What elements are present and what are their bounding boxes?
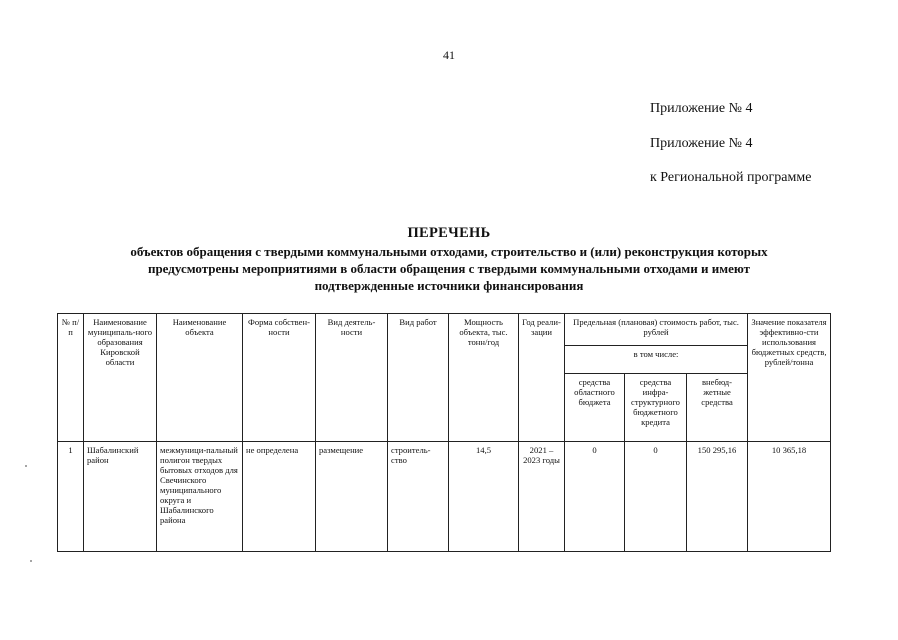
appendix-label-repeat: Приложение № 4 [650, 136, 753, 151]
table-row [58, 442, 831, 552]
document-subtitle-line-2: предусмотрены мероприятиями в области обращения с твердыми коммунальными отходами и имеют [147, 261, 751, 276]
cell-works: строитель-ство [388, 442, 449, 552]
cell-extrabudget: 150 295,16 [687, 442, 748, 552]
cell-activity: размещение [316, 442, 388, 552]
header-cost: Предельная (плановая) стоимость работ, тыс. рублей [565, 314, 748, 346]
header-year: Год реали-зации [519, 314, 565, 442]
cell-year: 2021 – 2023 годы [519, 442, 565, 552]
cell-efficiency: 10 365,18 [748, 442, 831, 552]
table-header-row [58, 314, 831, 346]
cell-num: 1 [58, 442, 84, 552]
header-extrabudget: внебюд-жетные средства [687, 374, 748, 442]
header-including: в том числе: [565, 346, 748, 374]
cell-municipality: Шабалинский район [84, 442, 157, 552]
objects-table [57, 313, 831, 552]
cell-object: межмуници-пальный полигон твердых бытовых отходов для Свечинского муниципального округа и Шабалинского района [157, 442, 243, 552]
header-ownership: Форма собствен-ности [243, 314, 316, 442]
page-number: 41 [443, 48, 455, 62]
appendix-program-reference: к Региональной программе [650, 170, 812, 185]
document-title-block [40, 225, 858, 294]
cell-regional-budget: 0 [565, 442, 625, 552]
header-works: Вид работ [388, 314, 449, 442]
header-efficiency: Значение показателя эффективно-сти использования бюджетных средств, рублей/тонна [748, 314, 831, 442]
header-capacity: Мощность объекта, тыс. тонн/год [449, 314, 519, 442]
header-object: Наименование объекта [157, 314, 243, 442]
document-subtitle-line-1: объектов обращения с твердыми коммунальными отходами, строительство и (или) реконструкция которых [130, 244, 768, 259]
scan-speck [30, 560, 32, 562]
header-municipality: Наименование муниципаль-ного образования Кировской области [84, 314, 157, 442]
header-num: № п/п [58, 314, 84, 442]
document-subtitle-line-3: подтвержденные источники финансирования [314, 278, 584, 293]
header-regional-budget: средства областного бюджета [565, 374, 625, 442]
header-activity: Вид деятель-ности [316, 314, 388, 442]
document-title: ПЕРЕЧЕНЬ [407, 225, 491, 241]
scan-speck [25, 465, 27, 467]
cell-ownership: не определена [243, 442, 316, 552]
appendix-label: Приложение № 4 [650, 101, 753, 116]
cell-infra-credit: 0 [625, 442, 687, 552]
header-infra-credit: средства инфра-структурного бюджетного кредита [625, 374, 687, 442]
cell-capacity: 14,5 [449, 442, 519, 552]
